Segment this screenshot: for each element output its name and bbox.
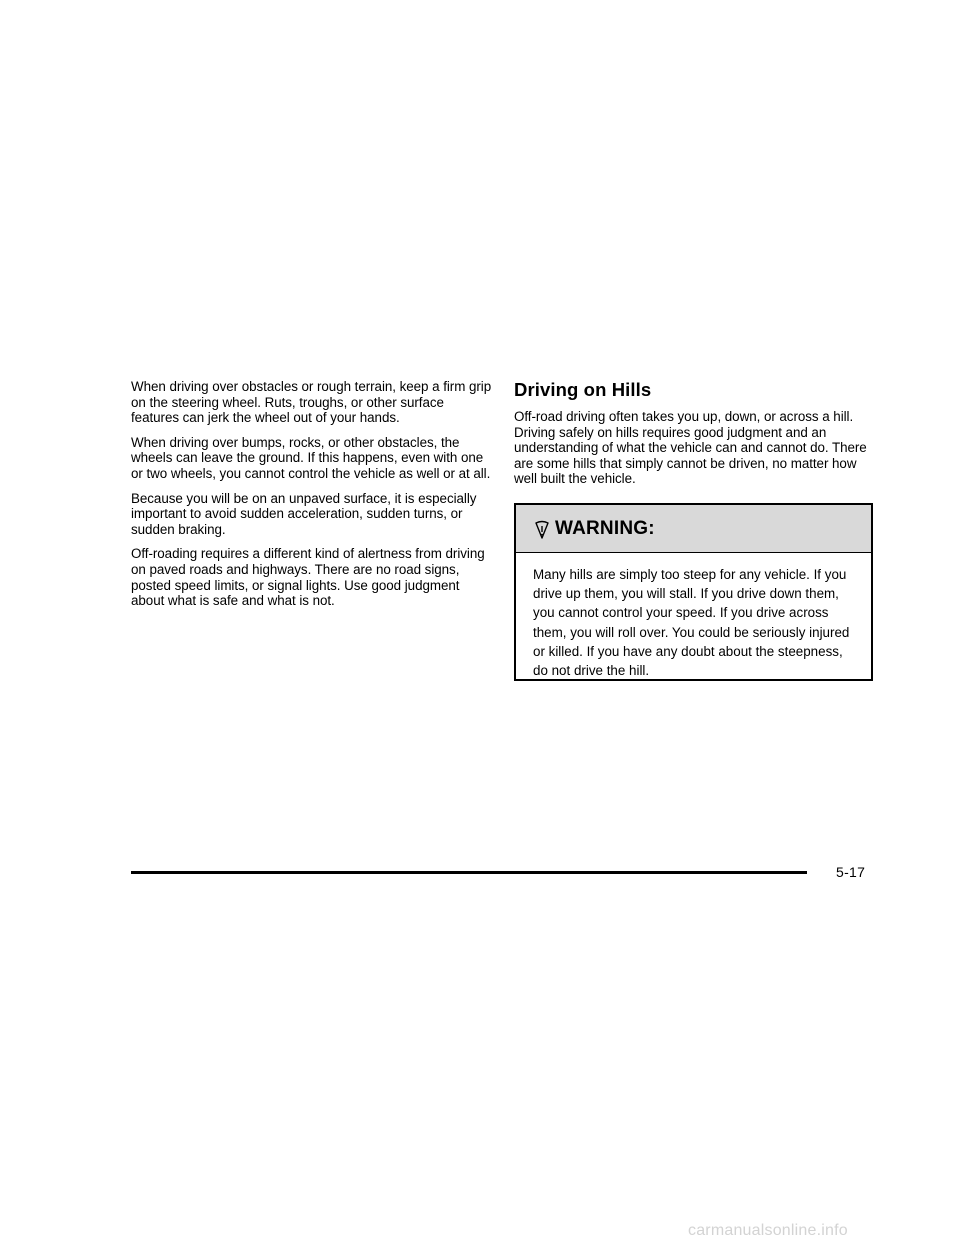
paragraph-alertness: Off-roading requires a different kind of alertness from driving on paved roads and highways. There are no road signs, posted speed limits, or signal lights. Use good judgment about what is safe and what is not. <box>131 546 485 609</box>
warning-body: Many hills are simply too steep for any vehicle. If you drive up them, you will stall. If you drive down them, you cannot control your speed. If you drive across them, you will roll over. You could be seriously injured or killed. If you have any doubt about the steepness, do not drive the hill. <box>533 567 850 679</box>
paragraph-obstacles-grip: When driving over obstacles or rough terrain, keep a firm grip on the steering wheel. Ruts, troughs, or other surface features can jerk the wheel out of your hands. <box>131 379 492 426</box>
paragraph-hills-intro: Off-road driving often takes you up, down, or across a hill. Driving safely on hills requires good judgment and an understanding of what the vehicle can and cannot do. There are some hills that simply cannot be driven, no matter how well built the vehicle. <box>514 409 867 487</box>
left-column <box>131 379 493 618</box>
warning-title: WARNING: <box>555 517 655 539</box>
page-number: 5-17 <box>836 864 866 880</box>
watermark: carmanualsonline.info <box>688 1222 848 1239</box>
right-column <box>514 379 871 496</box>
footer-rule <box>131 871 807 874</box>
warning-triangle-icon <box>533 520 551 540</box>
warning-header <box>516 505 871 553</box>
paragraph-unpaved-surface: Because you will be on an unpaved surface, it is especially important to avoid sudden acceleration, sudden turns, or sudden braking. <box>131 490 477 537</box>
section-heading-driving-on-hills: Driving on Hills <box>514 379 652 400</box>
warning-box <box>514 503 873 681</box>
paragraph-bumps-wheels: When driving over bumps, rocks, or other obstacles, the wheels can leave the ground. If this happens, even with one or two wheels, you cannot control the vehicle as well or at all. <box>131 434 491 481</box>
